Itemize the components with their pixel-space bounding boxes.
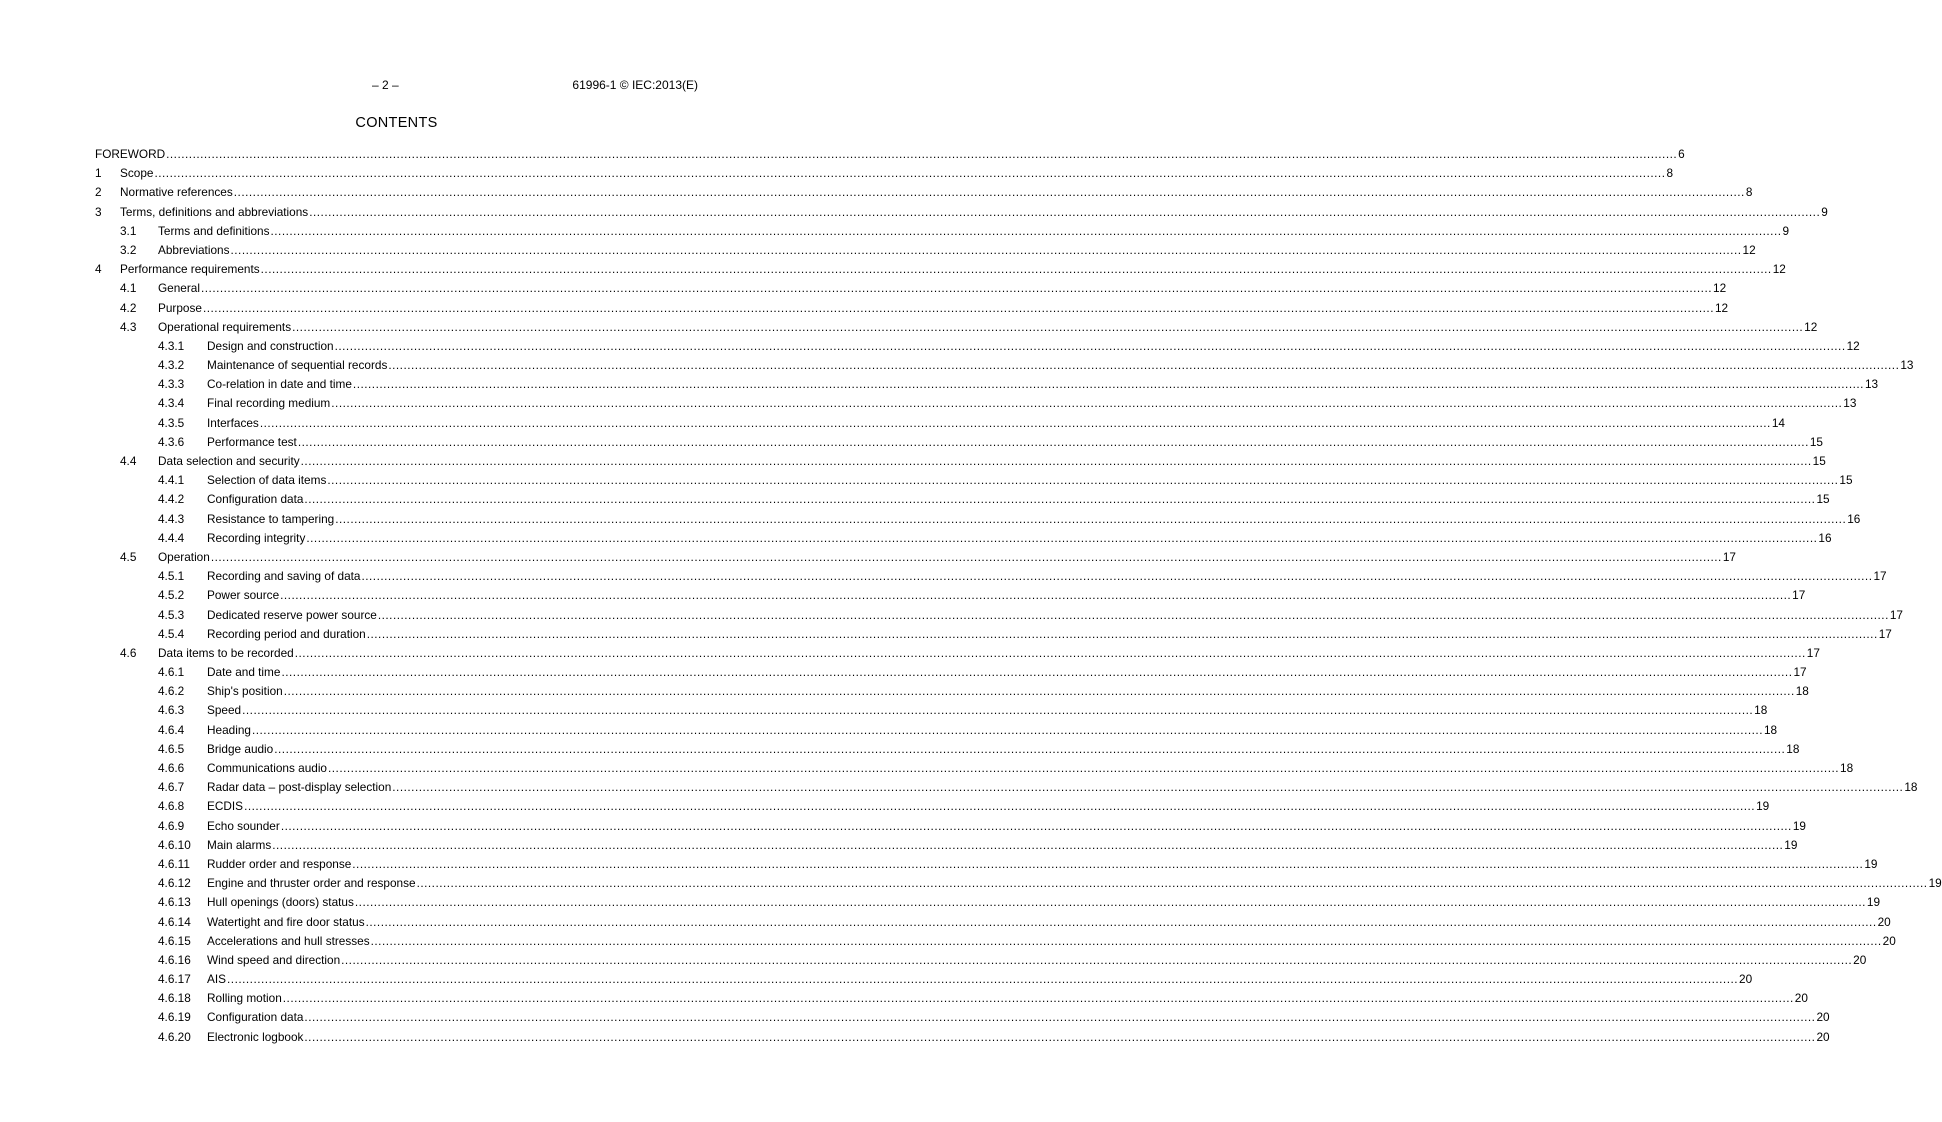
toc-entry[interactable] — [95, 279, 1727, 298]
toc-entry-line — [158, 318, 1818, 337]
dot-leader: ................................................................................................................................................................................................................................................................................................................................................................................................................ — [306, 530, 1818, 545]
toc-entry-number: 4.6.16 — [158, 952, 191, 967]
toc-entry-page[interactable]: 9 — [1782, 223, 1790, 238]
toc-entry-line — [207, 394, 1857, 413]
toc-entry-line — [95, 145, 1685, 164]
toc-entry-number: 4.5.3 — [158, 607, 185, 622]
toc-entry-number: 4.2 — [120, 300, 137, 315]
dot-leader: ................................................................................................................................................................................................................................................................................................................................................................................................................ — [272, 837, 1784, 852]
toc-entry-page[interactable]: 20 — [1882, 933, 1896, 948]
toc-entry-label[interactable]: Data selection and security — [158, 454, 300, 468]
toc-entry[interactable] — [95, 356, 1914, 375]
toc-entry-line — [158, 279, 1727, 298]
toc-entry[interactable] — [95, 644, 1820, 663]
toc-entry-page[interactable]: 17 — [1722, 549, 1736, 564]
toc-entry-page[interactable]: 17 — [1878, 626, 1892, 641]
toc-entry[interactable] — [95, 375, 1879, 394]
toc-entry-label[interactable]: Electronic logbook — [207, 1029, 304, 1044]
toc-entry[interactable] — [95, 567, 1887, 586]
toc-entry[interactable] — [95, 299, 1729, 318]
dot-leader: ................................................................................................................................................................................................................................................................................................................................................................................................................ — [242, 703, 1754, 718]
dot-leader: ................................................................................................................................................................................................................................................................................................................................................................................................................ — [309, 204, 1821, 219]
dot-leader: ................................................................................................................................................................................................................................................................................................................................................................................................................ — [352, 856, 1864, 871]
toc-entry-number: 4.3.2 — [158, 358, 185, 373]
toc-entry-label[interactable]: Recording period and duration — [207, 626, 366, 641]
toc-entry-label[interactable]: Heading — [207, 722, 251, 737]
dot-leader: ................................................................................................................................................................................................................................................................................................................................................................................................................ — [354, 895, 1866, 910]
toc-entry[interactable] — [95, 337, 1860, 356]
toc-entry-page[interactable]: 18 — [1795, 684, 1809, 699]
toc-entry-number: 4.6.17 — [158, 972, 191, 987]
toc-entry[interactable] — [95, 932, 1896, 951]
dot-leader: ................................................................................................................................................................................................................................................................................................................................................................................................................ — [227, 972, 1739, 987]
toc-entry-line — [207, 375, 1879, 394]
dot-leader: ................................................................................................................................................................................................................................................................................................................................................................................................................ — [166, 147, 1678, 161]
dot-leader: ................................................................................................................................................................................................................................................................................................................................................................................................................ — [233, 185, 1745, 200]
toc-entry-page[interactable]: 19 — [1866, 895, 1881, 910]
toc-entry-label[interactable]: Purpose — [158, 300, 202, 315]
toc-entry-number: 4.4 — [120, 454, 137, 468]
toc-entry-page[interactable]: 15 — [1839, 473, 1853, 488]
dot-leader: ................................................................................................................................................................................................................................................................................................................................................................................................................ — [335, 511, 1847, 526]
toc-entry-line — [207, 414, 1785, 433]
toc-entry-page[interactable]: 17 — [1792, 588, 1806, 603]
dot-leader: ................................................................................................................................................................................................................................................................................................................................................................................................................ — [260, 262, 1772, 277]
toc-entry-label[interactable]: Watertight and fire door status — [207, 914, 365, 929]
toc-entry[interactable] — [95, 682, 1809, 701]
toc-entry-number: 4.6.6 — [158, 761, 185, 775]
toc-entry-page[interactable]: 20 — [1794, 991, 1808, 1006]
toc-entry-label[interactable]: General — [158, 281, 200, 296]
toc-entry-number: 4.6.9 — [158, 818, 185, 833]
toc-entry-line — [158, 452, 1826, 471]
toc-entry-line — [207, 567, 1887, 586]
toc-entry-number: 4.5.2 — [158, 588, 185, 603]
toc-entry-number: 1 — [95, 166, 102, 181]
toc-entry-page[interactable]: 6 — [1678, 147, 1685, 161]
toc-entry[interactable] — [95, 222, 1790, 241]
toc-entry-label[interactable]: Maintenance of sequential records — [207, 358, 388, 373]
dot-leader: ................................................................................................................................................................................................................................................................................................................................................................................................................ — [341, 952, 1853, 967]
toc-entry-page[interactable]: 18 — [1786, 741, 1800, 756]
toc-entry-label[interactable]: Accelerations and hull stresses — [207, 933, 370, 948]
dot-leader: ................................................................................................................................................................................................................................................................................................................................................................................................................ — [328, 761, 1840, 775]
toc-entry-number: 4.4.1 — [158, 473, 185, 488]
dot-leader: ................................................................................................................................................................................................................................................................................................................................................................................................................ — [210, 549, 1722, 564]
dot-leader: ................................................................................................................................................................................................................................................................................................................................................................................................................ — [334, 338, 1846, 353]
toc-entry-label[interactable]: Interfaces — [207, 415, 259, 430]
toc-entry[interactable] — [95, 778, 1918, 797]
toc-entry-number: 4.6.19 — [158, 1010, 191, 1025]
toc-entry-page[interactable]: 20 — [1816, 1010, 1830, 1025]
toc-entry[interactable] — [95, 586, 1806, 605]
dot-leader: ................................................................................................................................................................................................................................................................................................................................................................................................................ — [251, 722, 1763, 737]
document-id: 61996-1 © IEC:2013(E) — [572, 78, 698, 92]
toc-entry-label[interactable]: Co-relation in date and time — [207, 377, 352, 392]
toc-entry[interactable] — [95, 625, 1892, 644]
toc-entry[interactable] — [95, 740, 1800, 759]
toc-entry-line — [207, 970, 1753, 989]
toc-entry[interactable] — [95, 836, 1798, 855]
toc-entry[interactable] — [95, 989, 1808, 1008]
toc-entry-label[interactable]: Wind speed and direction — [207, 952, 341, 967]
toc-entry-page[interactable]: 16 — [1847, 511, 1861, 526]
dot-leader: ................................................................................................................................................................................................................................................................................................................................................................................................................ — [200, 281, 1713, 296]
toc-entry-page[interactable]: 13 — [1843, 396, 1857, 411]
dot-leader: ................................................................................................................................................................................................................................................................................................................................................................................................................ — [300, 454, 1812, 468]
toc-entry-label[interactable]: Configuration data — [207, 492, 304, 507]
dot-leader: ................................................................................................................................................................................................................................................................................................................................................................................................................ — [280, 588, 1792, 603]
toc-entry[interactable] — [95, 970, 1753, 989]
toc-entry-line — [207, 836, 1798, 855]
toc-entry-line — [120, 164, 1674, 183]
toc-entry-line — [207, 433, 1823, 452]
toc-entry-number: 4.3.3 — [158, 377, 185, 392]
toc-entry[interactable] — [95, 394, 1857, 413]
toc-entry[interactable] — [95, 701, 1768, 720]
toc-entry-page[interactable]: 8 — [1666, 166, 1674, 181]
toc-entry-number: 4.6.7 — [158, 780, 185, 795]
toc-entry-number: 4.6.13 — [158, 895, 191, 910]
toc-entry[interactable] — [95, 606, 1903, 625]
toc-entry-line — [158, 548, 1736, 567]
toc-entry[interactable] — [95, 529, 1832, 548]
toc-entry-number: 4.6.18 — [158, 991, 191, 1006]
toc-entry-page[interactable]: 12 — [1804, 319, 1818, 334]
toc-entry-label[interactable]: Power source — [207, 588, 280, 603]
toc-entry-line — [207, 1008, 1830, 1027]
toc-entry[interactable] — [95, 510, 1861, 529]
toc-entry-page[interactable]: 19 — [1784, 837, 1798, 852]
toc-entry-label[interactable]: Terms and definitions — [158, 223, 270, 238]
toc-entry-number: 4.5.4 — [158, 626, 185, 641]
dot-leader: ................................................................................................................................................................................................................................................................................................................................................................................................................ — [202, 300, 1714, 315]
toc-entry-label[interactable]: Scope — [120, 166, 154, 181]
toc-entry-number: 4.3.6 — [158, 434, 185, 449]
toc-entry-label[interactable]: Operational requirements — [158, 319, 292, 334]
dot-leader: ................................................................................................................................................................................................................................................................................................................................................................................................................ — [294, 645, 1806, 660]
toc-entry[interactable] — [95, 1028, 1830, 1047]
dot-leader: ................................................................................................................................................................................................................................................................................................................................................................................................................ — [283, 684, 1795, 699]
toc-entry-page[interactable]: 18 — [1840, 761, 1854, 775]
toc-entry-line — [207, 625, 1892, 644]
toc-entry-label[interactable]: Data items to be recorded — [158, 645, 294, 660]
toc-entry-number: 4.6.3 — [158, 703, 185, 718]
toc-entry-label[interactable]: Engine and thruster order and response — [207, 876, 416, 891]
toc-entry[interactable] — [95, 817, 1806, 836]
toc-entry-number: 4.6.15 — [158, 933, 191, 948]
toc-entry-number: 4.6.2 — [158, 684, 185, 699]
toc-entry-line — [207, 529, 1832, 548]
toc-entry-page[interactable]: 18 — [1754, 703, 1768, 718]
toc-entry-line — [207, 586, 1806, 605]
toc-entry-label[interactable]: Design and construction — [207, 338, 334, 353]
toc-entry-page[interactable]: 9 — [1821, 204, 1828, 219]
dot-leader: ................................................................................................................................................................................................................................................................................................................................................................................................................ — [361, 569, 1873, 584]
toc-entry-line — [207, 874, 1942, 893]
toc-entry[interactable] — [95, 433, 1823, 452]
toc-entry-line — [207, 740, 1800, 759]
toc-entry[interactable] — [95, 414, 1785, 433]
toc-entry-line — [207, 893, 1881, 912]
dot-leader: ................................................................................................................................................................................................................................................................................................................................................................................................................ — [352, 377, 1864, 392]
toc-entry-number: 4.6.4 — [158, 722, 185, 737]
toc-entry-number: 4.3.1 — [158, 338, 185, 353]
toc-entry-number: 4.5 — [120, 549, 137, 564]
dot-leader: ................................................................................................................................................................................................................................................................................................................................................................................................................ — [297, 434, 1809, 449]
toc-entry-number: 4.6.20 — [158, 1029, 191, 1044]
dot-leader: ................................................................................................................................................................................................................................................................................................................................................................................................................ — [270, 223, 1782, 238]
toc-entry-page[interactable]: 13 — [1900, 358, 1914, 373]
toc-entry-number: 4.3.4 — [158, 396, 185, 411]
toc-entry-number: 4.4.2 — [158, 492, 185, 507]
toc-entry-page[interactable]: 15 — [1812, 454, 1826, 468]
dot-leader: ................................................................................................................................................................................................................................................................................................................................................................................................................ — [244, 799, 1756, 814]
toc-entry-label[interactable]: Recording and saving of data — [207, 569, 361, 584]
dot-leader: ................................................................................................................................................................................................................................................................................................................................................................................................................ — [274, 741, 1786, 756]
toc-entry-line — [207, 759, 1854, 778]
toc-entry-label[interactable]: Date and time — [207, 665, 281, 680]
toc-entry-label[interactable]: Dedicated reserve power source — [207, 607, 377, 622]
dot-leader: ................................................................................................................................................................................................................................................................................................................................................................................................................ — [281, 665, 1793, 680]
toc-entry-line — [158, 241, 1756, 260]
dot-leader: ................................................................................................................................................................................................................................................................................................................................................................................................................ — [370, 933, 1882, 948]
page-title: CONTENTS — [355, 115, 438, 131]
toc-entry-line — [207, 337, 1860, 356]
toc-entry-page[interactable]: 17 — [1806, 645, 1820, 660]
toc-entry-line — [207, 797, 1770, 816]
toc-entry[interactable] — [95, 203, 1828, 222]
toc-entry-page[interactable]: 12 — [1714, 300, 1729, 315]
toc-entry-label[interactable]: AIS — [207, 972, 227, 987]
toc-entry-page[interactable]: 12 — [1742, 242, 1756, 257]
toc-entry-label[interactable]: Echo sounder — [207, 818, 280, 833]
toc-entry[interactable] — [95, 855, 1878, 874]
toc-entry-page[interactable]: 15 — [1816, 492, 1830, 507]
toc-entry[interactable] — [95, 1008, 1830, 1027]
toc-entry-line — [207, 951, 1867, 970]
toc-entry-page[interactable]: 20 — [1877, 914, 1891, 929]
toc-entry-line — [207, 989, 1808, 1008]
dot-leader: ................................................................................................................................................................................................................................................................................................................................................................................................................ — [154, 166, 1666, 181]
dot-leader: ................................................................................................................................................................................................................................................................................................................................................................................................................ — [377, 607, 1889, 622]
toc-entry-page[interactable]: 17 — [1873, 569, 1887, 584]
toc-entry-label[interactable]: Abbreviations — [158, 242, 230, 257]
page-number: – 2 – — [372, 78, 399, 92]
toc-entry[interactable] — [95, 318, 1818, 337]
toc-entry[interactable] — [95, 145, 1685, 164]
toc-entry-line — [207, 663, 1807, 682]
toc-entry[interactable] — [95, 663, 1807, 682]
toc-entry-number: 4.6.14 — [158, 914, 191, 929]
toc-entry[interactable] — [95, 490, 1830, 509]
toc-entry-number: 4 — [95, 262, 102, 277]
toc-entry-line — [158, 299, 1729, 318]
toc-entry-line — [207, 471, 1853, 490]
toc-entry-number: 3.1 — [120, 223, 137, 238]
toc-entry-number: 3 — [95, 204, 102, 219]
dot-leader: ................................................................................................................................................................................................................................................................................................................................................................................................................ — [327, 473, 1839, 488]
toc-entry[interactable] — [95, 797, 1770, 816]
toc-entry-number: 4.6.5 — [158, 741, 185, 756]
toc-entry-label[interactable]: Rolling motion — [207, 991, 282, 1006]
toc-entry-number: 4.6.8 — [158, 799, 185, 814]
toc-entry-label[interactable]: Hull openings (doors) status — [207, 895, 354, 910]
toc-entry-number: 4.3 — [120, 319, 137, 334]
toc-entry[interactable] — [95, 721, 1778, 740]
toc-entry-page[interactable]: 8 — [1745, 185, 1753, 200]
toc-entry-label[interactable]: Radar data – post-display selection — [207, 780, 392, 795]
dot-leader: ................................................................................................................................................................................................................................................................................................................................................................................................................ — [292, 319, 1804, 334]
toc-entry[interactable] — [95, 241, 1756, 260]
toc-entry-label[interactable]: Resistance to tampering — [207, 511, 335, 526]
toc-entry-line — [120, 260, 1786, 279]
toc-entry-page[interactable]: 19 — [1756, 799, 1770, 814]
toc-entry-line — [158, 644, 1820, 663]
dot-leader: ................................................................................................................................................................................................................................................................................................................................................................................................................ — [230, 242, 1742, 257]
toc-entry-line — [207, 490, 1830, 509]
toc-entry-number: 4.4.4 — [158, 530, 185, 545]
toc-entry-page[interactable]: 18 — [1763, 722, 1778, 737]
toc-entry[interactable] — [95, 913, 1891, 932]
toc-entry-page[interactable]: 13 — [1864, 377, 1879, 392]
toc-entry-label[interactable]: Ship's position — [207, 684, 283, 699]
dot-leader: ................................................................................................................................................................................................................................................................................................................................................................................................................ — [304, 492, 1816, 507]
toc-entry-label[interactable]: Rudder order and response — [207, 856, 352, 871]
toc-entry-line — [207, 510, 1861, 529]
toc-entry-label[interactable]: FOREWORD — [95, 147, 166, 161]
toc-entry-number: 4.1 — [120, 281, 137, 296]
toc-entry-number: 4.3.5 — [158, 415, 185, 430]
dot-leader: ................................................................................................................................................................................................................................................................................................................................................................................................................ — [365, 914, 1877, 929]
toc-entry-label[interactable]: Selection of data items — [207, 473, 327, 488]
toc-entry-number: 4.6.10 — [158, 837, 191, 852]
toc-entry[interactable] — [95, 164, 1674, 183]
toc-entry[interactable] — [95, 260, 1786, 279]
toc-entry-page[interactable]: 12 — [1713, 281, 1727, 296]
toc-entry-line — [120, 183, 1753, 202]
toc-entry-page[interactable]: 20 — [1739, 972, 1753, 987]
dot-leader: ................................................................................................................................................................................................................................................................................................................................................................................................................ — [304, 1010, 1816, 1025]
toc-entry-line — [120, 203, 1828, 222]
toc-entry-line — [207, 855, 1878, 874]
table-of-contents — [95, 145, 1942, 1047]
toc-entry-number: 4.6 — [120, 645, 137, 660]
toc-entry-label[interactable]: Operation — [158, 549, 210, 564]
toc-entry-number: 4.4.3 — [158, 511, 185, 526]
toc-entry-page[interactable]: 15 — [1809, 434, 1823, 449]
toc-entry-page[interactable]: 12 — [1772, 262, 1786, 277]
dot-leader: ................................................................................................................................................................................................................................................................................................................................................................................................................ — [304, 1029, 1816, 1044]
dot-leader: ................................................................................................................................................................................................................................................................................................................................................................................................................ — [280, 818, 1792, 833]
toc-entry-line — [207, 682, 1809, 701]
toc-entry-line — [158, 222, 1790, 241]
toc-entry-number: 4.6.1 — [158, 665, 185, 680]
toc-entry[interactable] — [95, 759, 1854, 778]
toc-entry-label[interactable]: Configuration data — [207, 1010, 304, 1025]
toc-entry-line — [207, 932, 1896, 951]
toc-entry-page[interactable]: 20 — [1816, 1029, 1830, 1044]
toc-entry-label[interactable]: ECDIS — [207, 799, 244, 814]
toc-entry-page[interactable]: 20 — [1853, 952, 1867, 967]
toc-entry-number: 4.6.11 — [158, 856, 190, 871]
dot-leader: ................................................................................................................................................................................................................................................................................................................................................................................................................ — [366, 626, 1878, 641]
toc-entry-label[interactable]: Terms, definitions and abbreviations — [120, 204, 309, 219]
toc-entry-line — [207, 913, 1891, 932]
toc-entry-page[interactable]: 17 — [1889, 607, 1903, 622]
toc-entry-line — [207, 701, 1768, 720]
toc-entry-label[interactable]: Main alarms — [207, 837, 272, 852]
toc-entry-number: 2 — [95, 185, 102, 200]
toc-entry-label[interactable]: Speed — [207, 703, 242, 718]
toc-entry-line — [207, 778, 1918, 797]
toc-entry[interactable] — [95, 951, 1867, 970]
dot-leader: ................................................................................................................................................................................................................................................................................................................................................................................................................ — [282, 991, 1794, 1006]
toc-entry[interactable] — [95, 452, 1826, 471]
dot-leader: ................................................................................................................................................................................................................................................................................................................................................................................................................ — [388, 358, 1900, 373]
dot-leader: ................................................................................................................................................................................................................................................................................................................................................................................................................ — [416, 876, 1928, 891]
toc-entry-label[interactable]: Final recording medium — [207, 396, 331, 411]
toc-entry[interactable] — [95, 893, 1881, 912]
toc-entry-page[interactable]: 16 — [1818, 530, 1832, 545]
toc-entry[interactable] — [95, 183, 1753, 202]
toc-entry-page[interactable]: 19 — [1792, 818, 1806, 833]
toc-entry-label[interactable]: Communications audio — [207, 761, 327, 775]
toc-entry-label[interactable]: Performance requirements — [120, 262, 260, 277]
toc-entry[interactable] — [95, 874, 1942, 893]
toc-entry-label[interactable]: Normative references — [120, 185, 233, 200]
toc-entry-number: 4.5.1 — [158, 569, 185, 584]
toc-entry-number: 3.2 — [120, 242, 137, 257]
toc-entry-page[interactable]: 17 — [1793, 665, 1807, 680]
toc-entry-line — [207, 606, 1903, 625]
toc-entry-label[interactable]: Recording integrity — [207, 530, 306, 545]
dot-leader: ................................................................................................................................................................................................................................................................................................................................................................................................................ — [331, 396, 1843, 411]
toc-entry-page[interactable]: 14 — [1771, 415, 1785, 430]
toc-entry-label[interactable]: Performance test — [207, 434, 297, 449]
toc-entry[interactable] — [95, 548, 1736, 567]
toc-entry-line — [207, 721, 1778, 740]
toc-entry-page[interactable]: 12 — [1846, 338, 1860, 353]
toc-entry-page[interactable]: 18 — [1904, 780, 1918, 795]
toc-entry-label[interactable]: Bridge audio — [207, 741, 274, 756]
dot-leader: ................................................................................................................................................................................................................................................................................................................................................................................................................ — [259, 415, 1771, 430]
toc-entry-line — [207, 356, 1914, 375]
toc-entry-page[interactable]: 19 — [1928, 876, 1942, 891]
toc-entry-line — [207, 817, 1806, 836]
dot-leader: ................................................................................................................................................................................................................................................................................................................................................................................................................ — [392, 780, 1904, 795]
toc-entry-line — [207, 1028, 1830, 1047]
toc-entry-page[interactable]: 19 — [1864, 856, 1878, 871]
toc-entry-number: 4.6.12 — [158, 876, 191, 891]
toc-entry[interactable] — [95, 471, 1853, 490]
